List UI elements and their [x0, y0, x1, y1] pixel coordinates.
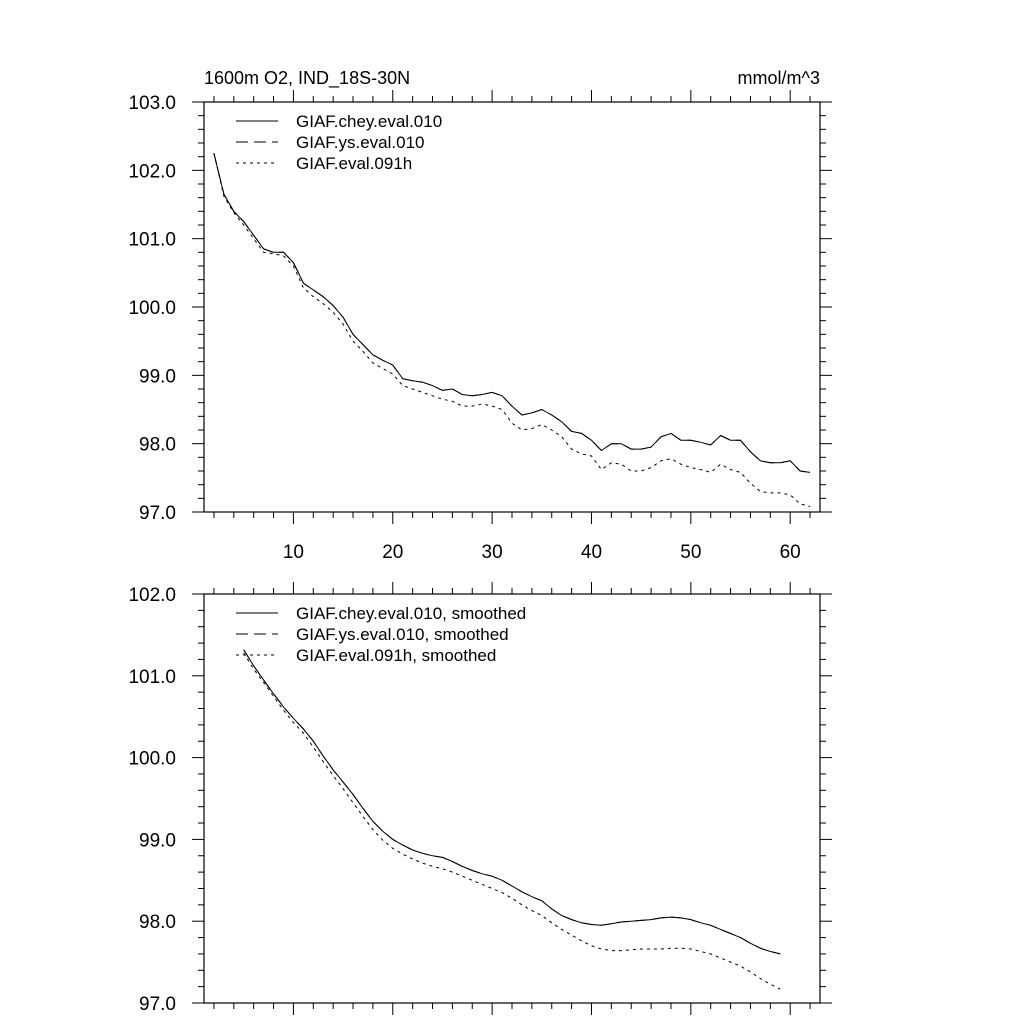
x-tick-label: 50 — [680, 542, 702, 563]
series-line-dotted — [214, 153, 810, 506]
series-line-solid — [244, 650, 781, 954]
y-tick-label: 101.0 — [128, 666, 176, 688]
y-tick-label: 97.0 — [139, 503, 176, 524]
top-chart-panel — [128, 68, 832, 563]
y-tick-label: 97.0 — [139, 994, 176, 1015]
chart-title-right: mmol/m^3 — [737, 68, 820, 88]
y-tick-label: 98.0 — [139, 434, 176, 456]
y-tick-label: 102.0 — [128, 161, 176, 183]
x-tick-label: 60 — [779, 542, 801, 563]
legend-label: GIAF.eval.091h — [296, 154, 413, 173]
x-tick-label: 40 — [580, 542, 603, 563]
y-tick-label: 100.0 — [128, 298, 176, 319]
y-tick-label: 99.0 — [139, 366, 176, 388]
y-tick-label: 99.0 — [139, 830, 176, 852]
legend-label: GIAF.eval.091h, smoothed — [296, 646, 497, 665]
series-line-dashed — [214, 153, 810, 472]
y-tick-label: 101.0 — [128, 229, 176, 251]
bottom-chart-panel — [128, 582, 832, 1015]
x-tick-label: 30 — [481, 542, 503, 563]
y-tick-label: 102.0 — [128, 585, 176, 606]
chart-title-left: 1600m O2, IND_18S-30N — [204, 68, 411, 88]
series-line-dashed — [244, 650, 781, 954]
legend-label: GIAF.ys.eval.010 — [296, 133, 425, 152]
legend-label: GIAF.chey.eval.010, smoothed — [296, 604, 527, 623]
y-tick-label: 98.0 — [139, 912, 176, 934]
x-tick-label: 20 — [382, 542, 404, 563]
y-tick-label: 103.0 — [128, 93, 176, 114]
legend-label: GIAF.chey.eval.010 — [296, 112, 443, 131]
legend-label: GIAF.ys.eval.010, smoothed — [296, 625, 509, 644]
y-tick-label: 100.0 — [128, 748, 176, 770]
series-line-dotted — [244, 653, 781, 989]
x-tick-label: 10 — [282, 542, 304, 563]
series-line-solid — [214, 153, 810, 472]
